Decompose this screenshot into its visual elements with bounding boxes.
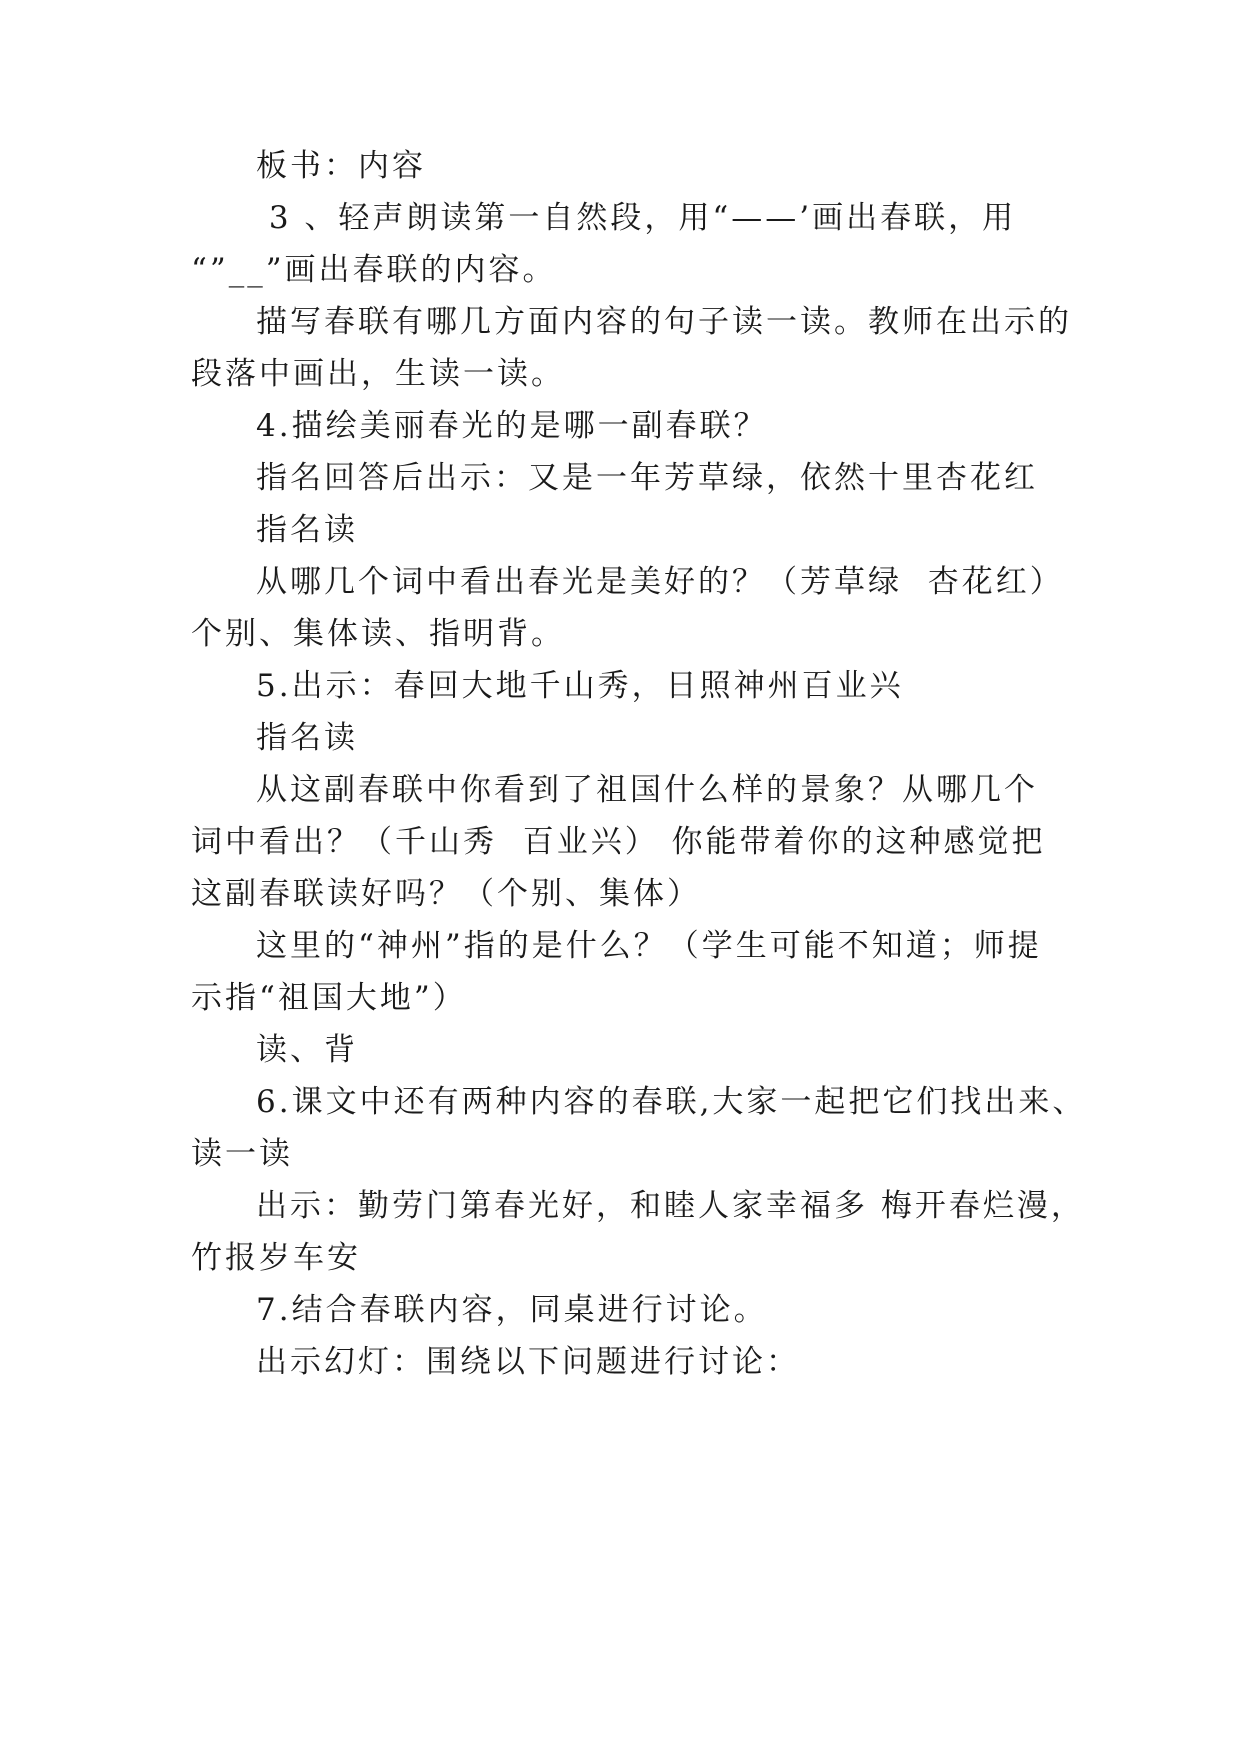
text-line: 5.出示：春回大地千山秀，日照神州百业兴 <box>256 668 904 704</box>
text-line: 从这副春联中你看到了祖国什么样的景象？从哪几个 <box>256 772 1038 808</box>
text-line: 这里的“神州”指的是什么？（学生可能不知道；师提 <box>256 928 1042 964</box>
text-line: 描写春联有哪几方面内容的句子读一读。教师在出示的 <box>256 304 1072 340</box>
text-line: 指名回答后出示：又是一年芳草绿，依然十里杏花红 <box>256 460 1038 496</box>
text-line: 词中看出？（千山秀 百业兴） 你能带着你的这种感觉把 <box>191 824 1046 860</box>
text-line: 出示：勤劳门第春光好，和睦人家幸福多 梅开春烂漫， <box>256 1188 1085 1224</box>
text-line: 4.描绘美丽春光的是哪一副春联？ <box>256 408 768 444</box>
text-line: 指名读 <box>256 720 358 756</box>
text-line: 出示幻灯：围绕以下问题进行讨论： <box>256 1344 800 1380</box>
text-line: 指名读 <box>256 512 358 548</box>
text-line: 读一读 <box>191 1136 293 1172</box>
text-line: 从哪几个词中看出春光是美好的？（芳草绿 杏花红） <box>256 564 1064 600</box>
text-line: 段落中画出，生读一读。 <box>191 356 565 392</box>
text-line: “”__”画出春联的内容。 <box>191 252 557 288</box>
text-line: 6.课文中还有两种内容的春联,大家一起把它们找出来、 <box>256 1084 1087 1120</box>
text-line: 个别、集体读、指明背。 <box>191 616 565 652</box>
text-line: 3 、轻声朗读第一自然段，用“——’画出春联，用 <box>256 200 1017 236</box>
text-line: 读、背 <box>256 1032 358 1068</box>
text-line: 示指“祖国大地”） <box>191 980 467 1016</box>
text-line: 7.结合春联内容，同桌进行讨论。 <box>256 1292 768 1328</box>
text-line: 这副春联读好吗？（个别、集体） <box>191 876 701 912</box>
text-line: 竹报岁车安 <box>191 1240 361 1276</box>
text-line: 板书：内容 <box>256 148 426 184</box>
